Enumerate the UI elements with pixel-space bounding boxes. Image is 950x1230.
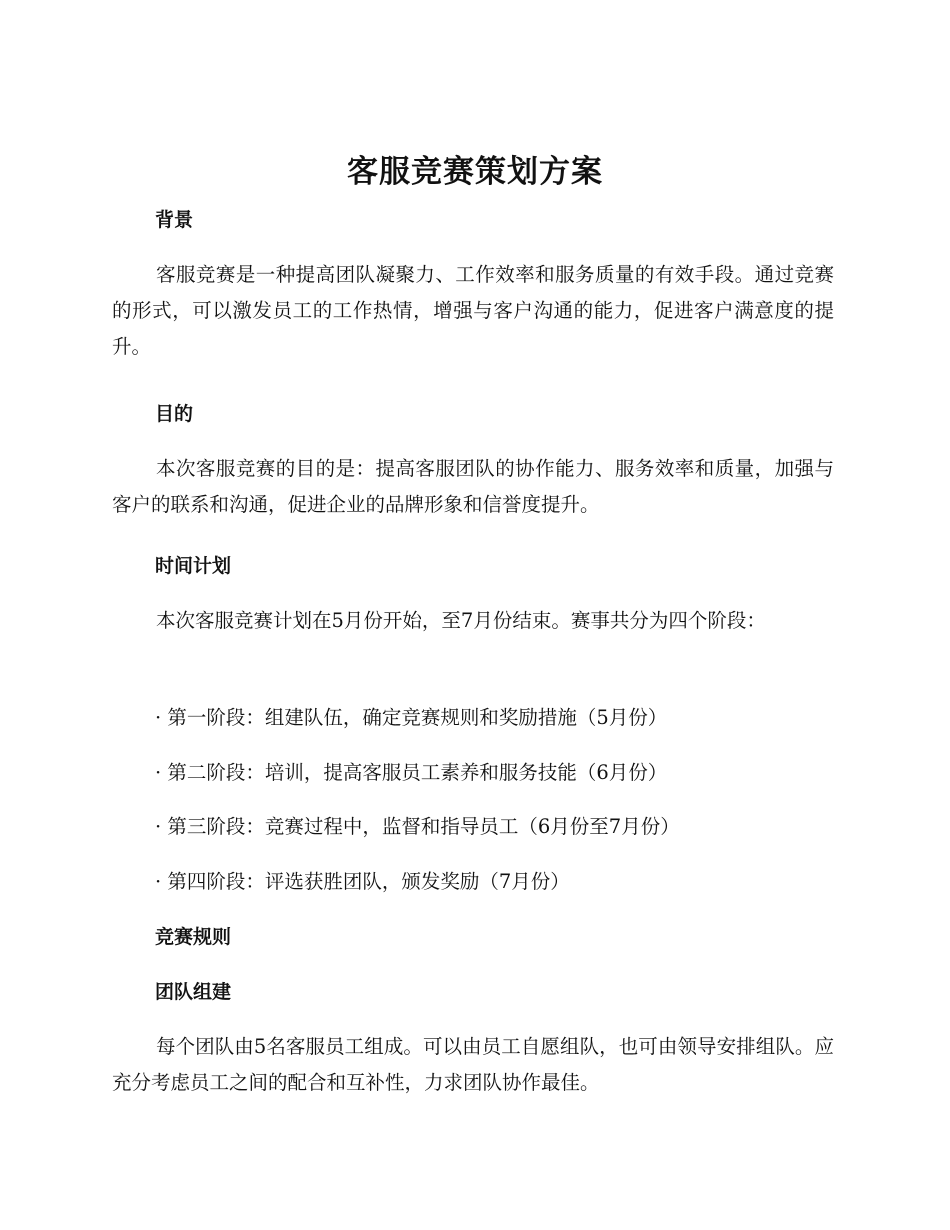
heading-purpose: 目的 bbox=[155, 403, 194, 425]
heading-team-building: 团队组建 bbox=[155, 981, 232, 1003]
paragraph-schedule: 本次客服竞赛计划在5月份开始，至7月份结束。赛事共分为四个阶段： bbox=[156, 609, 766, 632]
document-title: 客服竞赛策划方案 bbox=[347, 154, 603, 190]
list-item-stage-2: · 第二阶段：培训，提高客服员工素养和服务技能（6月份） bbox=[155, 761, 668, 784]
paragraph-background: 客服竞赛是一种提高团队凝聚力、工作效率和服务质量的有效手段。通过竞赛的形式，可以激发员工的工作热情，增强与客户沟通的能力，促进客户满意度的提升。 bbox=[112, 263, 834, 358]
paragraph-purpose: 本次客服竞赛的目的是：提高客服团队的协作能力、服务效率和质量，加强与客户的联系和沟通，促进企业的品牌形象和信誉度提升。 bbox=[112, 457, 834, 516]
list-item-stage-4: · 第四阶段：评选获胜团队，颁发奖励（7月份） bbox=[155, 870, 570, 893]
paragraph-team-building: 每个团队由5名客服员工组成。可以由员工自愿组队，也可由领导安排组队。应充分考虑员工之间的配合和互补性，力求团队协作最佳。 bbox=[112, 1035, 834, 1094]
list-item-stage-1: · 第一阶段：组建队伍，确定竞赛规则和奖励措施（5月份） bbox=[155, 706, 668, 729]
heading-background: 背景 bbox=[155, 209, 194, 231]
list-item-stage-3: · 第三阶段：竞赛过程中，监督和指导员工（6月份至7月份） bbox=[155, 815, 680, 838]
heading-rules: 竞赛规则 bbox=[155, 926, 232, 948]
heading-schedule: 时间计划 bbox=[155, 555, 232, 577]
